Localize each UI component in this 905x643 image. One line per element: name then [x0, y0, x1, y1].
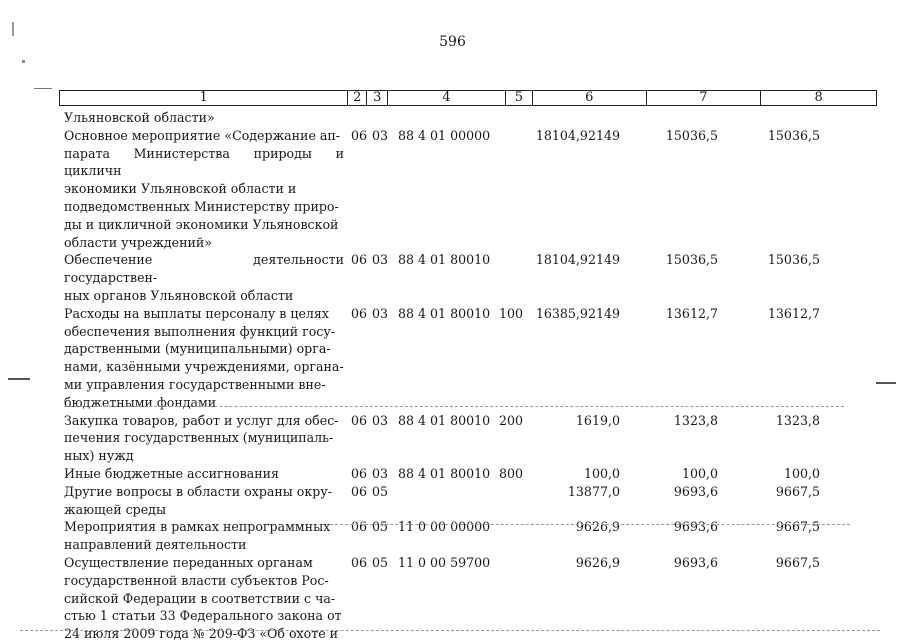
amount-col6: 18104,92149 — [535, 127, 620, 143]
amount-col8: 9667,5 — [775, 554, 820, 570]
scan-margin-mark — [34, 88, 52, 89]
section-code: 06 — [351, 465, 368, 481]
target-article-code: 88 4 01 80010 — [398, 465, 491, 481]
row-name: Иные бюджетные ассигнования — [64, 465, 279, 481]
amount-col7: 13612,7 — [665, 305, 718, 321]
table-row — [64, 465, 894, 483]
amount-col6: 1619,0 — [575, 412, 620, 428]
amount-col8: 13612,7 — [767, 305, 820, 321]
amount-col7: 15036,5 — [665, 127, 718, 143]
amount-col6: 13877,0 — [567, 483, 620, 499]
subsection-code: 03 — [372, 412, 389, 428]
amount-col7: 9693,6 — [673, 554, 718, 570]
expense-type-code: 800 — [499, 465, 524, 481]
column-header-3: 3 — [367, 91, 388, 105]
scan-artifact-line — [330, 524, 850, 525]
section-code: 06 — [351, 554, 368, 570]
subsection-code: 03 — [372, 127, 389, 143]
expense-type-code: 100 — [499, 305, 524, 321]
amount-col8: 1323,8 — [775, 412, 820, 428]
section-code: 06 — [351, 412, 368, 428]
table-row — [64, 305, 894, 412]
page-number: 596 — [439, 34, 466, 50]
table-header — [59, 90, 877, 106]
target-article-code: 88 4 01 80010 — [398, 305, 491, 321]
target-article-code: 11 0 00 59700 — [398, 554, 491, 570]
amount-col8: 15036,5 — [767, 252, 820, 268]
row-name: Другие вопросы в области охраны окру- жающей среды — [64, 483, 332, 517]
amount-col6: 9626,9 — [575, 554, 620, 570]
amount-col8: 100,0 — [783, 465, 820, 481]
section-code: 06 — [351, 127, 368, 143]
target-article-code: 88 4 01 80010 — [398, 412, 491, 428]
row-name: Основное мероприятие «Содержание ап- парата Министерства природы и цикличн экономики Ульяновской области и подведомственных Министерству приро- ды и цикличной экономики Ульяновской области учреждений» — [64, 127, 344, 250]
amount-col7: 9693,6 — [673, 483, 718, 499]
scan-artifact-line — [20, 630, 880, 631]
section-code: 06 — [351, 252, 368, 268]
amount-col7: 15036,5 — [665, 252, 718, 268]
section-code: 06 — [351, 483, 368, 499]
target-article-code: 88 4 01 00000 — [398, 127, 491, 143]
column-header-4: 4 — [388, 91, 506, 105]
column-header-7: 7 — [647, 91, 762, 105]
expense-type-code: 200 — [499, 412, 524, 428]
amount-col6: 100,0 — [583, 465, 620, 481]
row-name: Ульяновской области» — [64, 110, 215, 125]
column-header-2: 2 — [348, 91, 367, 105]
row-name: Закупка товаров, работ и услуг для обес- печения государственных (муниципаль- ных) нужд — [64, 412, 339, 464]
amount-col8: 9667,5 — [775, 519, 820, 535]
scan-margin-mark — [22, 60, 25, 63]
row-name: Мероприятия в рамках непрограммных направлений деятельности — [64, 519, 331, 553]
scan-artifact-line — [64, 406, 844, 407]
subsection-code: 03 — [372, 465, 389, 481]
table-row — [64, 412, 894, 465]
row-name: Расходы на выплаты персоналу в целях обеспечения выполнения функций госу- дарственными (муниципальными) орга- нами, казёнными учреждениями, органа- ми управления государственными вне- бюджетными фондами — [64, 305, 344, 410]
subsection-code: 05 — [372, 483, 389, 499]
column-header-1: 1 — [60, 91, 348, 105]
subsection-code: 03 — [372, 252, 389, 268]
target-article-code: 88 4 01 80010 — [398, 252, 491, 268]
amount-col6: 18104,92149 — [535, 252, 620, 268]
scan-margin-mark — [876, 382, 896, 384]
section-code: 06 — [351, 519, 368, 535]
column-header-5: 5 — [506, 91, 533, 105]
table-row — [64, 109, 894, 127]
budget-table-body — [64, 109, 894, 643]
column-header-6: 6 — [533, 91, 647, 105]
amount-col8: 9667,5 — [775, 483, 820, 499]
section-code: 06 — [351, 305, 368, 321]
table-row — [64, 127, 894, 252]
target-article-code: 11 0 00 00000 — [398, 519, 491, 535]
table-row — [64, 251, 894, 304]
row-name: Обеспечение деятельности государствен- ных органов Ульяновской области — [64, 252, 344, 303]
scan-margin-mark — [12, 22, 14, 36]
amount-col6: 16385,92149 — [535, 305, 620, 321]
amount-col8: 15036,5 — [767, 127, 820, 143]
column-header-8: 8 — [814, 90, 823, 105]
scan-margin-mark — [8, 378, 30, 380]
amount-col7: 100,0 — [681, 465, 718, 481]
amount-col7: 1323,8 — [673, 412, 718, 428]
amount-col6: 9626,9 — [575, 519, 620, 535]
table-row — [64, 483, 894, 519]
row-name: Осуществление переданных органам государственной власти субъектов Рос- сийской Федерации в соответствии с ча- стью 1 статьи 33 Федерального закона от 24 июля 2009 года № 209-ФЗ «Об охоте и — [64, 554, 342, 642]
amount-col7: 9693,6 — [673, 519, 718, 535]
subsection-code: 05 — [372, 554, 389, 570]
subsection-code: 03 — [372, 305, 389, 321]
subsection-code: 05 — [372, 519, 389, 535]
